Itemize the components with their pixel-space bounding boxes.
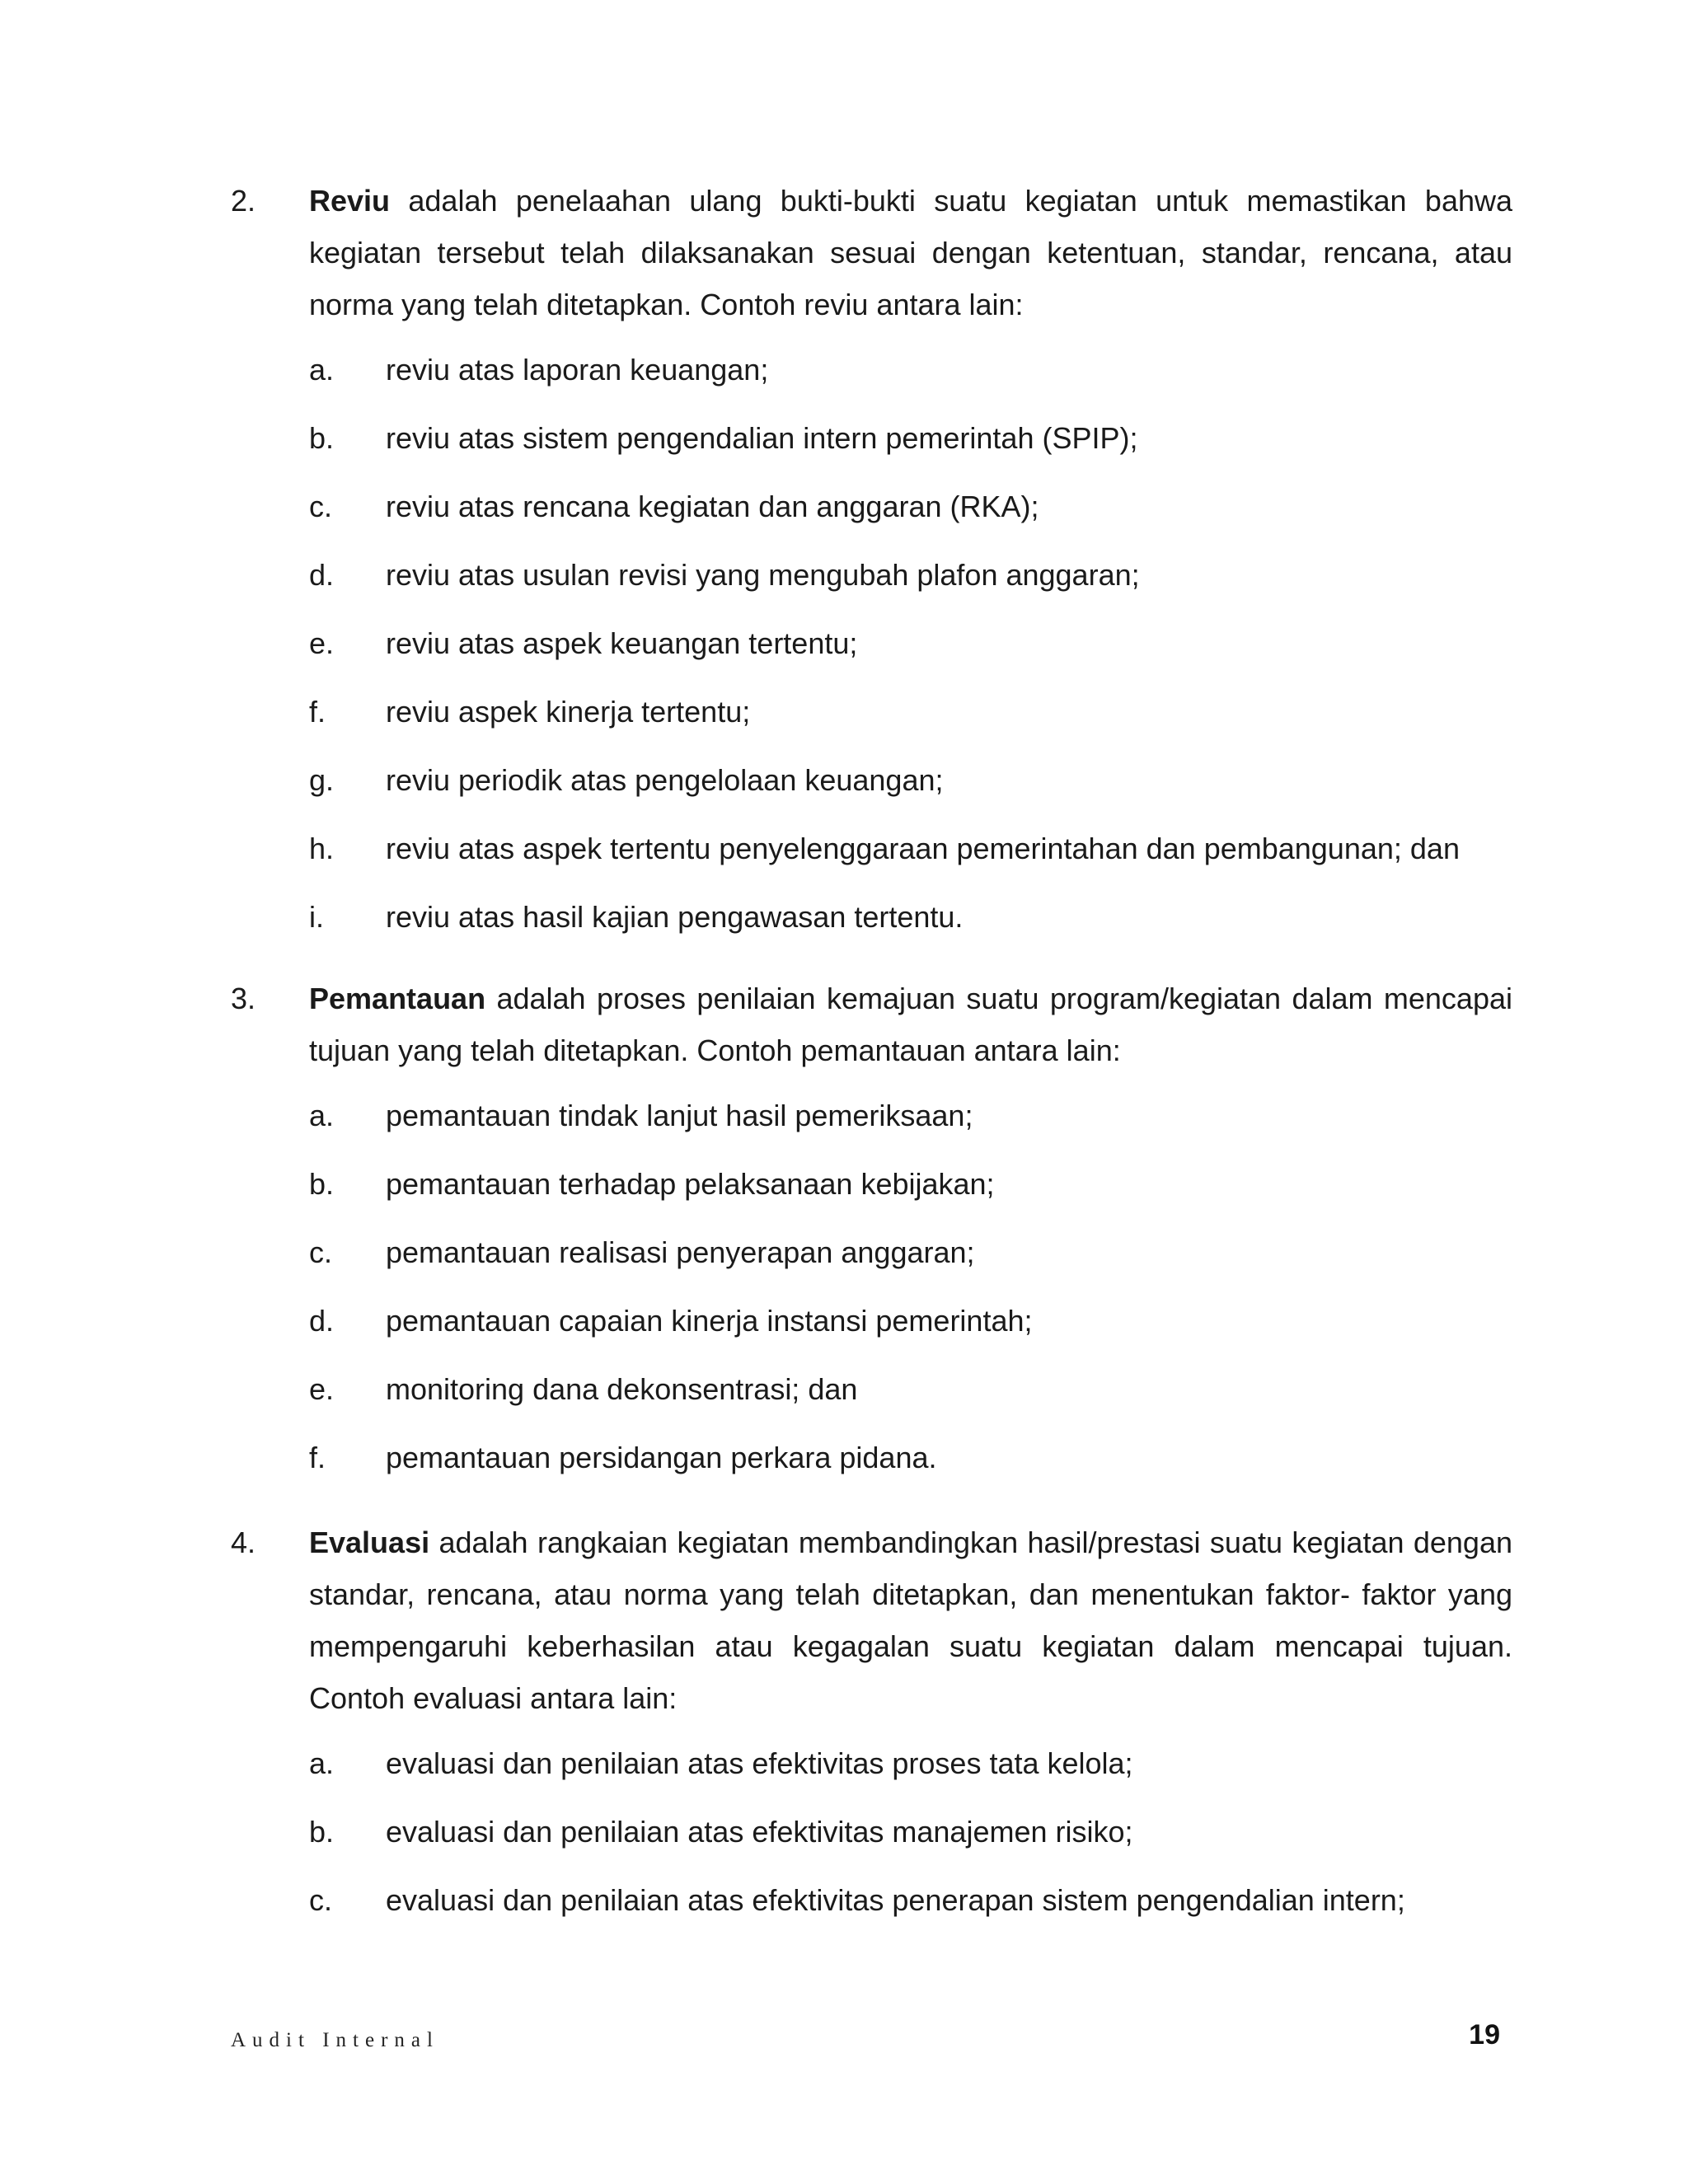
item-text: pemantauan capaian kinerja instansi pemerintah; xyxy=(386,1304,1033,1338)
list-item xyxy=(0,893,1688,942)
section-term: Pemantauan xyxy=(309,982,486,1015)
item-letter: c. xyxy=(309,1235,333,1269)
item-letter: f. xyxy=(309,1441,326,1474)
section-number: 2. xyxy=(231,184,256,218)
item-text: reviu atas sistem pengendalian intern pemerintah (SPIP); xyxy=(386,421,1138,455)
item-letter: f. xyxy=(309,695,326,729)
item-text: evaluasi dan penilaian atas efektivitas proses tata kelola; xyxy=(386,1746,1133,1780)
item-letter: c. xyxy=(309,490,333,523)
item-letter: d. xyxy=(309,1304,335,1338)
item-text: monitoring dana dekonsentrasi; dan xyxy=(386,1372,858,1406)
item-text: evaluasi dan penilaian atas efektivitas manajemen risiko; xyxy=(386,1815,1133,1849)
list-item xyxy=(0,687,1688,737)
list-item xyxy=(0,1807,1688,1857)
item-text: reviu atas rencana kegiatan dan anggaran (RKA); xyxy=(386,490,1039,523)
list-item xyxy=(0,824,1688,874)
item-text: reviu atas usulan revisi yang mengubah plafon anggaran; xyxy=(386,558,1140,592)
section-definition: adalah proses penilaian kemajuan suatu program/kegiatan dalam mencapai tujuan yang telah ditetapkan. Contoh pemantauan antara lain: xyxy=(309,982,1512,1067)
list-item xyxy=(0,1433,1688,1483)
list-item xyxy=(0,1876,1688,1925)
item-text: pemantauan tindak lanjut hasil pemeriksaan; xyxy=(386,1099,973,1132)
item-text: evaluasi dan penilaian atas efektivitas penerapan sistem pengendalian intern; xyxy=(386,1883,1405,1917)
section-number: 3. xyxy=(231,982,256,1015)
section-number: 4. xyxy=(231,1526,256,1559)
item-letter: h. xyxy=(309,832,335,865)
item-text: reviu atas aspek tertentu penyelenggaraan pemerintahan dan pembangunan; dan xyxy=(386,832,1460,865)
item-letter: b. xyxy=(309,421,335,455)
item-letter: e. xyxy=(309,626,335,660)
list-item xyxy=(0,1160,1688,1209)
section-paragraph xyxy=(309,972,1512,1076)
item-text: reviu atas hasil kajian pengawasan tertentu. xyxy=(386,900,964,934)
section-paragraph xyxy=(309,1516,1512,1724)
item-text: pemantauan persidangan perkara pidana. xyxy=(386,1441,937,1474)
list-item xyxy=(0,619,1688,668)
item-text: reviu periodik atas pengelolaan keuangan; xyxy=(386,763,944,797)
list-item xyxy=(0,756,1688,805)
item-letter: b. xyxy=(309,1815,335,1849)
item-letter: a. xyxy=(309,1746,335,1780)
page-number: 19 xyxy=(1469,2019,1500,2050)
item-letter: a. xyxy=(309,353,335,387)
item-text: reviu aspek kinerja tertentu; xyxy=(386,695,751,729)
list-item xyxy=(0,551,1688,600)
item-letter: c. xyxy=(309,1883,333,1917)
section-paragraph xyxy=(309,175,1512,330)
list-item xyxy=(0,345,1688,395)
section-term: Reviu xyxy=(309,184,391,218)
section-term: Evaluasi xyxy=(309,1526,430,1559)
item-letter: d. xyxy=(309,558,335,592)
list-item xyxy=(0,482,1688,532)
item-letter: b. xyxy=(309,1167,335,1201)
item-text: pemantauan terhadap pelaksanaan kebijakan; xyxy=(386,1167,995,1201)
section-definition: adalah penelaahan ulang bukti-bukti suatu kegiatan untuk memastikan bahwa kegiatan tersebut telah dilaksanakan sesuai dengan ketentuan, standar, rencana, atau norma yang telah ditetapkan. Contoh reviu antara lain: xyxy=(309,184,1512,321)
item-letter: i. xyxy=(309,900,324,934)
list-item xyxy=(0,1228,1688,1277)
list-item xyxy=(0,1365,1688,1414)
item-text: pemantauan realisasi penyerapan anggaran; xyxy=(386,1235,975,1269)
item-letter: a. xyxy=(309,1099,335,1132)
item-letter: e. xyxy=(309,1372,335,1406)
footer-title: Audit Internal xyxy=(231,2029,439,2051)
item-text: reviu atas aspek keuangan tertentu; xyxy=(386,626,858,660)
list-item xyxy=(0,1739,1688,1788)
section-definition: adalah rangkaian kegiatan membandingkan hasil/prestasi suatu kegiatan dengan standar, rencana, atau norma yang telah ditetapkan, dan menentukan faktor- faktor yang mempengaruhi keberhasilan atau kegagalan suatu kegiatan dalam mencapai tujuan. Contoh evaluasi antara lain: xyxy=(309,1526,1512,1715)
list-item xyxy=(0,414,1688,463)
list-item xyxy=(0,1296,1688,1346)
item-letter: g. xyxy=(309,763,335,797)
item-text: reviu atas laporan keuangan; xyxy=(386,353,769,387)
list-item xyxy=(0,1091,1688,1141)
